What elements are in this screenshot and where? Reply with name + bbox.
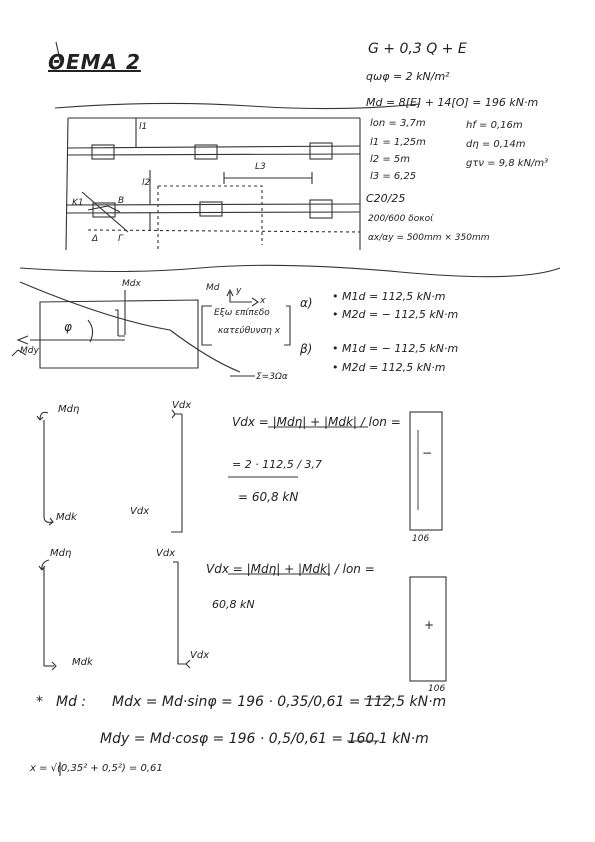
case-a-m2: • M2d = − 112,5 kN·m [332, 308, 459, 321]
bottom-mdy-equation: Mdy = Md·cosφ = 196 · 0,5/0,61 = 160,1 kN·m [100, 731, 429, 747]
floor-load: qωφ = 2 kN/m² [366, 70, 450, 83]
section-label-zeta: Σ=3Ωα [256, 372, 288, 382]
span-length: lοn = 3,7m [370, 118, 426, 129]
diagram2-sign: + [424, 618, 435, 632]
plan-label-g: Γ [118, 234, 124, 244]
section-label-mdx: Mdx [122, 279, 141, 289]
diagram1-value: 106 [412, 534, 430, 544]
case-b-m2: • M2d = 112,5 kN·m [332, 361, 446, 374]
length-l1: l1 = 1,25m [370, 137, 426, 148]
column-dimensions: αx/αy = 500mm × 350mm [368, 233, 490, 243]
plan-label-l2: l2 [142, 178, 151, 188]
bottom-x-equation: x = √(0,35² + 0,5²) = 0,61 [30, 763, 163, 774]
section-label-x: x [260, 296, 266, 306]
case-b-label: β) [300, 342, 313, 356]
diagram1-vdx-bottom: Vdx [130, 506, 150, 517]
diagram1-sign: − [422, 446, 433, 460]
diagram1-mdn: Mdη [58, 404, 80, 415]
diagram1-vdx-top: Vdx [172, 400, 192, 411]
section-label-mdy: Mdy [20, 346, 39, 356]
plan-label-k: K1 [72, 198, 84, 208]
calc2-line1: Vdx = |Mdη| + |Mdk| / lοn = [206, 562, 375, 576]
calc1-line1: Vdx = |Mdη| + |Mdk| / lοn = [232, 415, 401, 429]
length-l2: l2 = 5m [370, 154, 410, 165]
calc1-line2: = 2 · 112,5 / 3,7 [232, 458, 322, 471]
concrete-class: C20/25 [366, 192, 406, 205]
diagram2-vdx-bottom: Vdx [190, 650, 210, 661]
diagram2-vdx-top: Vdx [156, 548, 176, 559]
diagram2-value: 106 [428, 684, 446, 694]
slab-thickness: hf = 0,16m [466, 120, 523, 131]
calc1-line3: = 60,8 kN [238, 490, 299, 504]
section-label-y: y [236, 286, 242, 296]
plan-label-d: Δ [92, 234, 99, 244]
section-note-1: Εξω επίπεδο [214, 308, 270, 318]
plan-label-l1: l1 [139, 122, 148, 132]
diagram1-mdk: Mdk [56, 512, 77, 523]
bottom-md-label: Md : [56, 694, 87, 710]
section-note-2: κατεύθυνση x [218, 326, 281, 336]
plan-label-l3: L3 [255, 162, 266, 172]
calc2-line2: 60,8 kN [212, 598, 255, 611]
beam-section: 200/600 δοκοί [368, 214, 434, 224]
section-label-phi: φ [64, 320, 72, 334]
diagram2-mdn: Mdη [50, 548, 72, 559]
section-label-md: Md [206, 283, 220, 293]
load-combination: G + 0,3 Q + E [368, 41, 467, 57]
plan-label-b: B [118, 196, 125, 206]
effective-depth: dη = 0,14m [466, 139, 526, 150]
diagram2-mdk: Mdk [72, 657, 93, 668]
bottom-star: * [36, 694, 43, 710]
length-l3: l3 = 6,25 [370, 171, 417, 182]
bottom-mdx-equation: Mdx = Md·sinφ = 196 · 0,35/0,61 = 112,5 kN·m [112, 694, 447, 710]
case-b-m1: • M1d = − 112,5 kN·m [332, 342, 459, 355]
case-a-label: α) [300, 296, 313, 310]
unit-weight: gτν = 9,8 kN/m³ [466, 158, 549, 169]
design-moment-eq: Md = 8[E] + 14[O] = 196 kN·m [366, 96, 539, 109]
page-title: ΘΕΜΑ 2 [48, 50, 141, 74]
case-a-m1: • M1d = 112,5 kN·m [332, 290, 446, 303]
